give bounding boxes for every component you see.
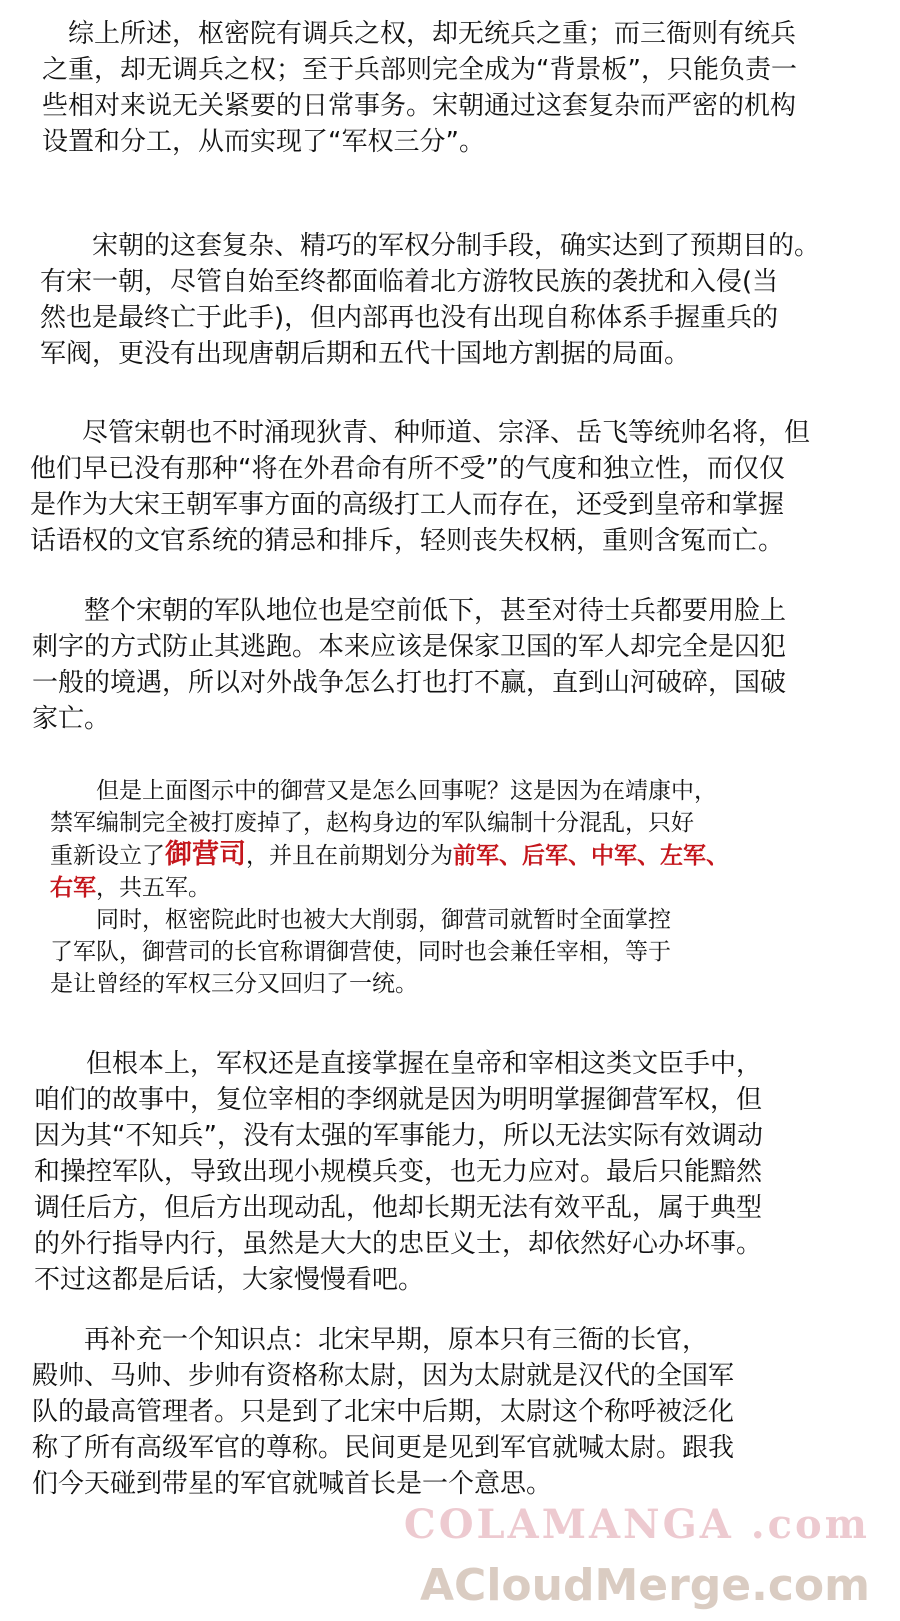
highlight-term-right-army: 右军	[50, 874, 96, 901]
site-watermark	[403, 1501, 870, 1611]
highlight-term-armies: 前军、后军、中军、左军、	[453, 842, 729, 869]
text-line: 话语权的文官系统的猜忌和排斥，轻则丧失权柄，重则含冤而亡。	[30, 526, 785, 556]
text-line: 再补充一个知识点：北宋早期，原本只有三衙的长官，	[32, 1325, 709, 1355]
text-line: 一般的境遇，所以对外战争怎么打也打不赢，直到山河破碎，国破	[32, 668, 787, 698]
text-line: 队的最高管理者。只是到了北宋中后期，太尉这个称呼被泛化	[32, 1397, 735, 1427]
text-line-highlighted	[50, 872, 729, 904]
watermark-colamanga: COLAMANGA .com	[403, 1501, 870, 1548]
text-line: 军阀，更没有出现唐朝后期和五代十国地方割据的局面。	[40, 339, 691, 369]
text-line-highlighted	[50, 839, 729, 872]
text-line: 整个宋朝的军队地位也是空前低下，甚至对待士兵都要用脸上	[32, 596, 787, 626]
paragraph-1	[42, 16, 797, 160]
text-line: 但根本上，军权还是直接掌握在皇帝和宰相这类文臣手中，	[34, 1049, 763, 1079]
text-segment: ，共五军。	[96, 875, 211, 901]
text-line: 殿帅、马帅、步帅有资格称太尉，因为太尉就是汉代的全国军	[32, 1361, 735, 1391]
text-line: 的外行指导内行，虽然是大大的忠臣义士，却依然好心办坏事。	[34, 1229, 763, 1259]
paragraph-4	[32, 593, 786, 737]
text-line: 称了所有高级军官的尊称。民间更是见到军官就喊太尉。跟我	[32, 1433, 735, 1463]
paragraph-6	[34, 1046, 763, 1298]
paragraph-3	[30, 415, 810, 559]
text-line: 宋朝的这套复杂、精巧的军权分制手段，确实达到了预期目的。	[40, 231, 821, 261]
text-line: 之重，却无调兵之权；至于兵部则完全成为“背景板”，只能负责一	[42, 55, 797, 85]
text-line: 不过这都是后话，大家慢慢看吧。	[34, 1265, 425, 1295]
text-line: 是让曾经的军权三分又回归了一统。	[50, 971, 418, 997]
text-line: 有宋一朝，尽管自始至终都面临着北方游牧民族的袭扰和入侵(当	[40, 267, 779, 297]
paragraph-5	[50, 775, 729, 1000]
text-line: 和操控军队，导致出现小规模兵变，也无力应对。最后只能黯然	[34, 1157, 763, 1187]
watermark-acloudmerge: ACloudMerge.com	[419, 1560, 870, 1611]
text-line: 因为其“不知兵”，没有太强的军事能力，所以无法实际有效调动	[34, 1121, 763, 1151]
text-line: 些相对来说无关紧要的日常事务。宋朝通过这套复杂而严密的机构	[42, 91, 797, 121]
text-line: 了军队，御营司的长官称谓御营使，同时也会兼任宰相，等于	[50, 939, 671, 965]
highlight-term-yuyingsi: 御营司	[165, 839, 246, 870]
text-line: 是作为大宋王朝军事方面的高级打工人而存在，还受到皇帝和掌握	[30, 490, 785, 520]
text-line: 禁军编制完全被打废掉了，赵构身边的军队编制十分混乱，只好	[50, 810, 694, 836]
text-line: 综上所述，枢密院有调兵之权，却无统兵之重；而三衙则有统兵	[42, 19, 797, 49]
text-line: 调任后方，但后方出现动乱，他却长期无法有效平乱，属于典型	[34, 1193, 763, 1223]
text-line: 他们早已没有那种“将在外君命有所不受”的气度和独立性，而仅仅	[30, 454, 785, 484]
text-line: 但是上面图示中的御营又是怎么回事呢？这是因为在靖康中，	[50, 778, 717, 804]
text-line: 尽管宋朝也不时涌现狄青、种师道、宗泽、岳飞等统帅名将，但	[30, 418, 811, 448]
paragraph-7	[32, 1322, 734, 1502]
text-segment: ，并且在前期划分为	[246, 843, 453, 869]
text-line: 同时，枢密院此时也被大大削弱，御营司就暂时全面掌控	[50, 907, 671, 933]
text-line: 设置和分工，从而实现了“军权三分”。	[42, 127, 485, 157]
text-line: 刺字的方式防止其逃跑。本来应该是保家卫国的军人却完全是囚犯	[32, 632, 787, 662]
text-line: 们今天碰到带星的军官就喊首长是一个意思。	[32, 1469, 553, 1499]
text-line: 然也是最终亡于此手)，但内部再也没有出现自称体系手握重兵的	[40, 303, 779, 333]
text-line: 咱们的故事中，复位宰相的李纲就是因为明明掌握御营军权，但	[34, 1085, 763, 1115]
paragraph-2	[40, 228, 820, 372]
text-segment: 重新设立了	[50, 843, 165, 869]
text-line: 家亡。	[32, 704, 111, 734]
